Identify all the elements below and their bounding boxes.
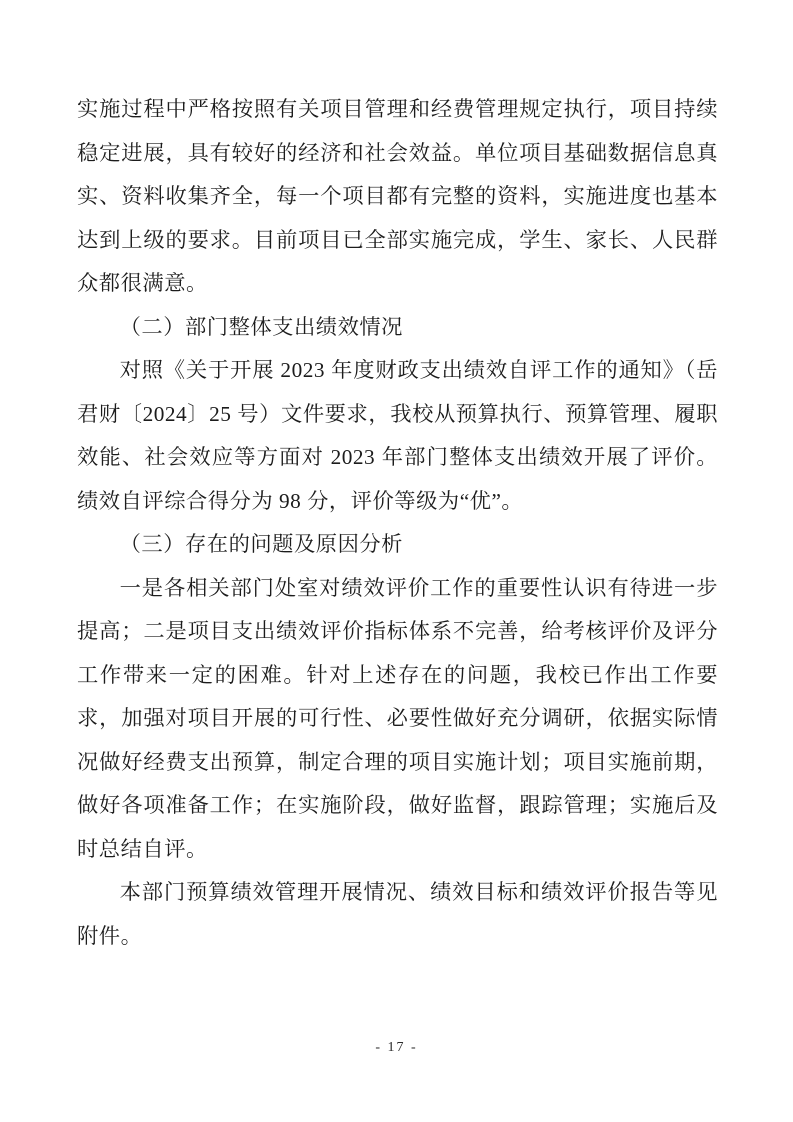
page-number: - 17 - bbox=[375, 1040, 418, 1055]
document-body bbox=[77, 88, 718, 958]
body-paragraph-attachments-note: 本部门预算绩效管理开展情况、绩效目标和绩效评价报告等见附件。 bbox=[77, 880, 718, 948]
body-paragraph-problems-analysis: 一是各相关部门处室对绩效评价工作的重要性认识有待进一步提高；二是项目支出绩效评价指标体系不完善，给考核评价及评分工作带来一定的困难。针对上述存在的问题，我校已作出工作要求，加强对项目开展的可行性、必要性做好充分调研，依据实际情况做好经费支出预算，制定合理的项目实施计划；项目实施前期，做好各项准备工作；在实施阶段，做好监督，跟踪管理；实施后及时总结自评。 bbox=[77, 575, 718, 861]
body-paragraph-overall-performance: 对照《关于开展 2023 年度财政支出绩效自评工作的通知》（岳君财〔2024〕25 号）文件要求，我校从预算执行、预算管理、履职效能、社会效应等方面对 2023 年部门整体支出绩效开展了评价。绩效自评综合得分为 98 分，评价等级为“优”。 bbox=[77, 358, 718, 513]
body-paragraph-continuation: 实施过程中严格按照有关项目管理和经费管理规定执行，项目持续稳定进展，具有较好的经济和社会效益。单位项目基础数据信息真实、资料收集齐全，每一个项目都有完整的资料，实施进度也基本达到上级的要求。目前项目已全部实施完成，学生、家长、人民群众都很满意。 bbox=[77, 97, 718, 295]
section-heading-2: （二）部门整体支出绩效情况 bbox=[119, 314, 403, 339]
section-heading-3: （三）存在的问题及原因分析 bbox=[119, 532, 403, 556]
